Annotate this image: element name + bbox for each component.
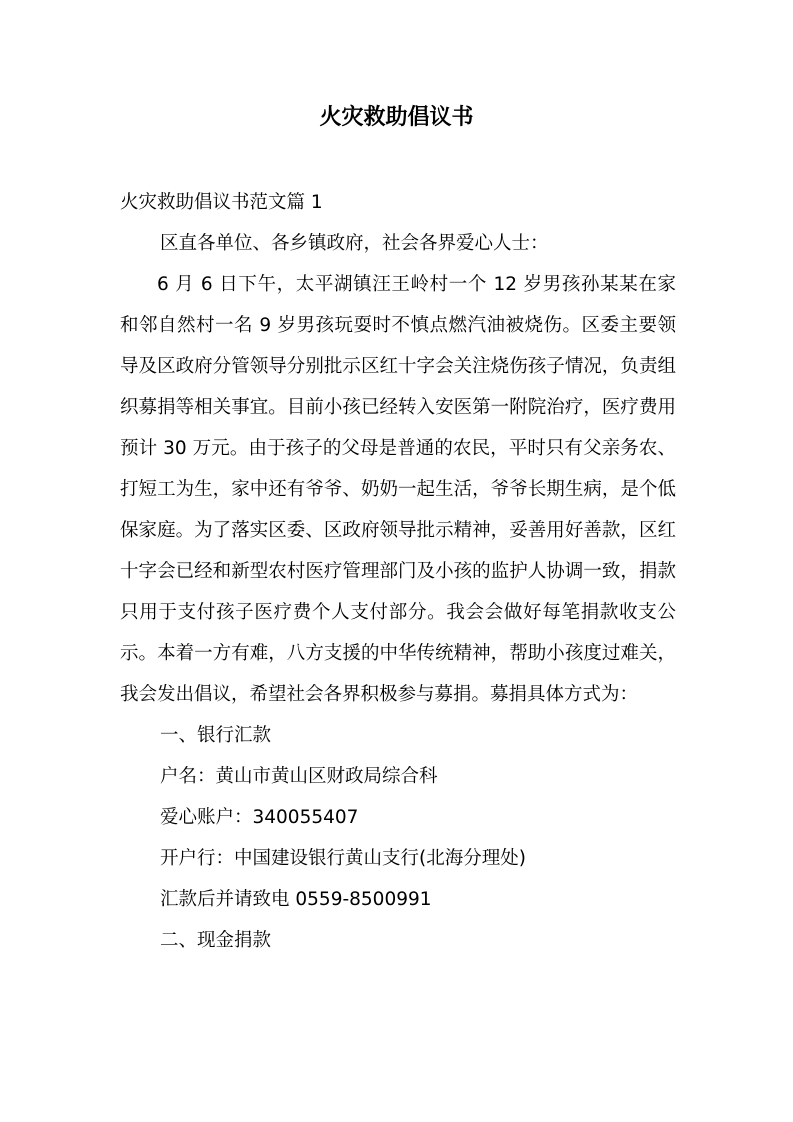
phone-note: 汇款后并请致电 0559-8500991	[160, 889, 432, 910]
cash-donation-heading: 二、现金捐款	[160, 930, 272, 951]
account-name: 户名：黄山市黄山区财政局综合科	[160, 766, 438, 787]
bank-branch: 开户行：中国建设银行黄山支行(北海分理处)	[160, 848, 526, 869]
body-paragraph: 6 月 6 日下午，太平湖镇汪王岭村一个 12 岁男孩孙某某在家和邻自然村一名 9 岁男孩玩耍时不慎点燃汽油被烧伤。区委主要领导及区政府分管领导分别批示区红十字会关注烧伤孩子情况，负责组织募捐等相关事宜。目前小孩已经转入安医第一附院治疗，医疗费用预计 30 万元。由于孩子的父母是普通的农民，平时只有父亲务农、打短工为生，家中还有爷爷、奶奶一起生活，爷爷长期生病，是个低保家庭。为了落实区委、区政府领导批示精神，妥善用好善款，区红十字会已经和新型农村医疗管理部门及小孩的监护人协调一致，捐款只用于支付孩子医疗费个人支付部分。我会会做好每笔捐款收支公示。本着一方有难，八方支援的中华传统精神，帮助小孩度过难关，我会发出倡议，希望社会各界积极参与募捐。募捐具体方式为：	[120, 274, 676, 705]
document-body	[120, 182, 676, 961]
bank-transfer-heading: 一、银行汇款	[160, 725, 272, 746]
section-heading: 火灾救助倡议书范文篇 1	[120, 192, 323, 213]
document-title: 火灾救助倡议书	[319, 105, 474, 130]
account-number: 爱心账户：340055407	[160, 807, 359, 828]
salutation: 区直各单位、各乡镇政府，社会各界爱心人士：	[160, 233, 549, 254]
